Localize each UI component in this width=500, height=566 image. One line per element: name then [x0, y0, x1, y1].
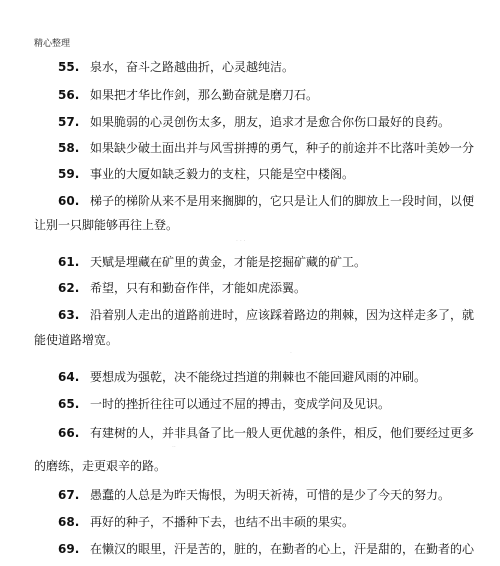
page-header: 精心整理 [34, 39, 71, 49]
list-item [58, 542, 474, 556]
item-number: 61. [58, 255, 80, 269]
list-item [58, 515, 354, 529]
item-text: 再好的种子，不播种下去，也结不出丰硕的果实。 [90, 515, 355, 529]
item-text: 梯子的梯阶从来不是用来搁脚的，它只是让人们的脚放上一段时间，以便 [90, 194, 475, 208]
item-number: 65. [58, 397, 80, 411]
list-item [58, 115, 450, 129]
list-item [58, 370, 426, 384]
item-text: 如果把才华比作剑，那么勤奋就是磨刀石。 [90, 88, 319, 102]
item-continuation: 能使道路增宽。 [34, 333, 119, 347]
list-item [58, 308, 474, 322]
faint-mark: · · · [236, 238, 246, 245]
item-number: 66. [58, 426, 80, 440]
item-number: 57. [58, 115, 80, 129]
item-continuation: 的磨练，走更艰辛的路。 [34, 459, 167, 473]
list-item [58, 397, 390, 411]
faint-mark: ·· [172, 444, 176, 451]
item-number: 55. [58, 60, 80, 74]
item-number: 63. [58, 308, 80, 322]
item-number: 67. [58, 488, 80, 502]
item-text: 如果缺少破土面出并与风雪拼搏的勇气，种子的前途并不比落叶美妙一分 [90, 141, 475, 155]
item-text: 愚蠢的人总是为昨天悔恨，为明天祈祷，可惜的是少了今天的努力。 [90, 488, 451, 502]
item-number: 59. [58, 167, 80, 181]
item-text: 有建树的人，并非具备了比一般人更优越的条件，相反，他们要经过更多 [90, 426, 475, 440]
item-text: 在懒汉的眼里，汗是苦的，脏的，在勤者的心上，汗是甜的，在勤者的心 [90, 542, 475, 556]
item-text: 天赋是埋藏在矿里的黄金，才能是挖掘矿藏的矿工。 [90, 255, 367, 269]
item-number: 56. [58, 88, 80, 102]
item-number: 69. [58, 542, 80, 556]
item-text: 沿着别人走出的道路前进时，应该踩着路边的荆棘，因为这样走多了，就 [90, 308, 475, 322]
item-text: 要想成为强乾，决不能绕过挡道的荆棘也不能回避风雨的冲刷。 [90, 370, 427, 384]
list-item [58, 255, 366, 269]
list-item [58, 141, 474, 155]
list-item [58, 60, 294, 74]
item-number: 58. [58, 141, 80, 155]
item-text: 事业的大厦如缺乏毅力的支柱，只能是空中楼阁。 [90, 167, 355, 181]
list-item [58, 194, 474, 208]
list-item [58, 167, 354, 181]
item-text: 希望，只有和勤奋作伴，才能如虎添翼。 [90, 281, 307, 295]
list-item [58, 88, 318, 102]
item-text: 一时的挫折往往可以通过不屈的搏击，变成学问及见识。 [90, 397, 391, 411]
list-item [58, 426, 474, 440]
list-item [58, 281, 306, 295]
item-text: 泉水，奋斗之路越曲折，心灵越纯洁。 [90, 60, 295, 74]
item-continuation: 让别一只脚能够再往上登。 [34, 218, 179, 232]
item-number: 62. [58, 281, 80, 295]
item-number: 64. [58, 370, 80, 384]
item-number: 60. [58, 194, 80, 208]
item-text: 如果脆弱的心灵创伤太多，朋友，追求才是愈合你伤口最好的良药。 [90, 115, 451, 129]
faint-mark: · [290, 350, 292, 357]
list-item [58, 488, 450, 502]
item-number: 68. [58, 515, 80, 529]
